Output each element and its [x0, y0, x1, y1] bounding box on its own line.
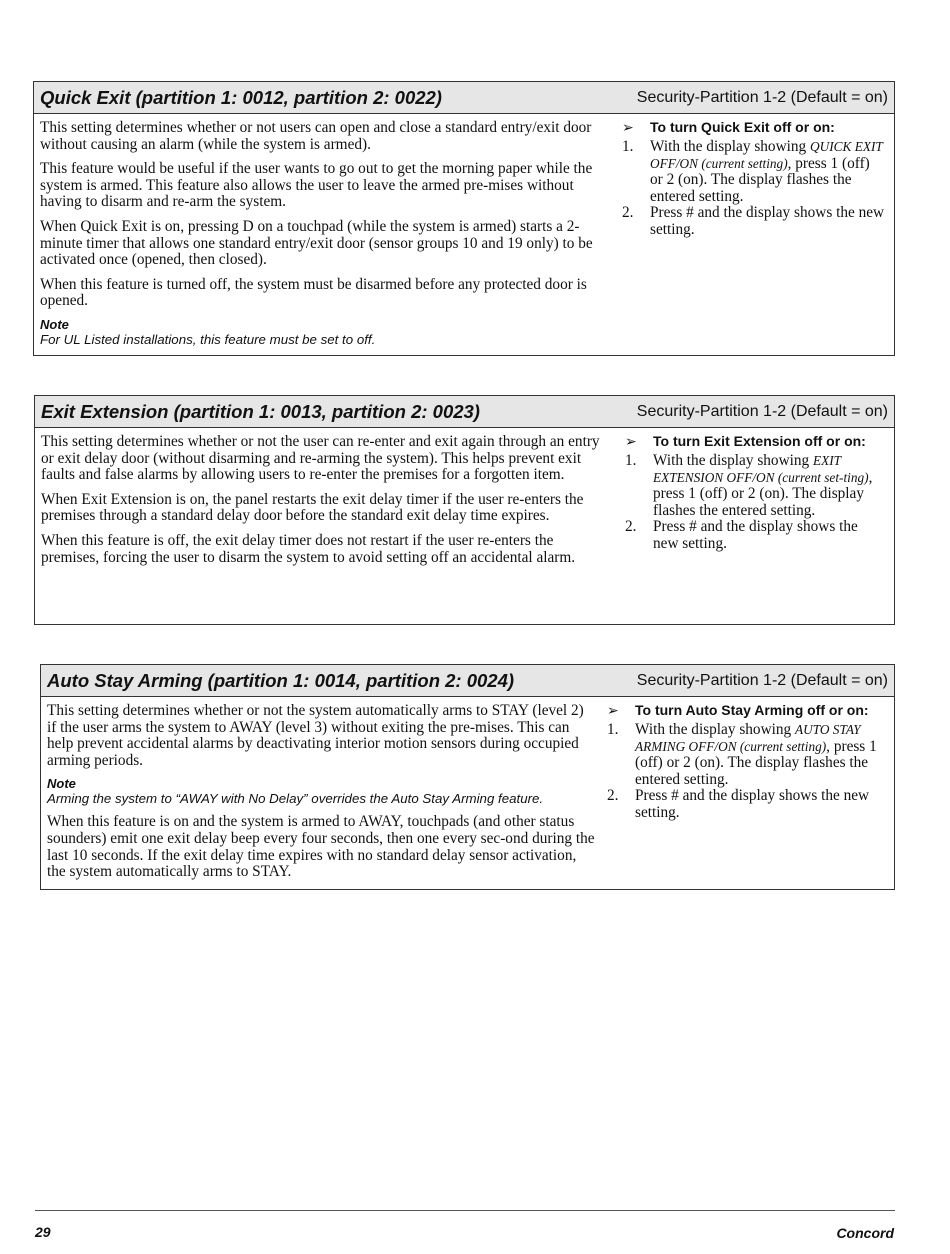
step-1	[622, 139, 886, 205]
step-text: , press 1 (off) or 2 (on). The display flashes the entered setting.	[635, 737, 877, 788]
step-text: , press 1 (off) or 2 (on). The display flashes the entered setting.	[650, 154, 870, 205]
step-text: Press # and the display shows the new setting.	[653, 518, 858, 552]
step-text: Press # and the display shows the new setting.	[635, 787, 870, 821]
note-label: Note	[47, 776, 76, 792]
section-exit-extension	[34, 395, 895, 625]
step-text: With the display showing	[650, 138, 810, 155]
step-1	[625, 453, 886, 519]
arrow-icon: ➢	[607, 702, 619, 718]
note-text: For UL Listed installations, this feature must be set to off.	[40, 331, 376, 347]
step-number: 1.	[607, 721, 619, 738]
footer-divider	[35, 1210, 895, 1211]
section-category: Security-Partition 1-2 (Default = on)	[636, 671, 888, 689]
note-label: Note	[40, 316, 69, 332]
arrow-icon: ➢	[625, 433, 637, 449]
section-header	[34, 82, 894, 114]
display-text: EXIT EXTENSION OFF/ON (current set-ting)	[653, 453, 869, 485]
paragraph: This feature would be useful if the user wants to go out to get the morning paper while the system is armed. This feature also allows the user to leave the armed pre-mises without having to disarm and re-arm the system.	[40, 160, 593, 211]
display-text: AUTO STAY ARMING OFF/ON (current setting)	[635, 722, 861, 754]
note-text: Arming the system to “AWAY with No Delay” overrides the Auto Stay Arming feature.	[47, 791, 544, 807]
steps-heading	[625, 432, 886, 450]
steps-heading	[607, 701, 886, 719]
step-text: Press # and the display shows the new setting.	[650, 204, 885, 238]
section-category: Security-Partition 1-2 (Default = on)	[636, 402, 888, 420]
section-category: Security-Partition 1-2 (Default = on)	[636, 88, 888, 106]
section-header	[35, 396, 894, 428]
steps-heading-text: To turn Quick Exit off or on:	[650, 119, 835, 135]
step-2	[607, 788, 886, 821]
section-auto-stay-arming	[40, 664, 895, 890]
display-text: QUICK EXIT OFF/ON (current setting)	[650, 139, 883, 171]
steps-heading-text: To turn Exit Extension off or on:	[653, 433, 866, 449]
section-title: Quick Exit (partition 1: 0012, partition 2: 0022)	[40, 86, 442, 108]
section-quick-exit	[33, 81, 895, 356]
section-title: Exit Extension (partition 1: 0013, partition 2: 0023)	[41, 400, 480, 422]
page-number: 29	[35, 1224, 51, 1240]
paragraph: When Exit Extension is on, the panel restarts the exit delay timer if the user re-enters the premises through a standard delay door before the standard exit delay time expires.	[41, 490, 584, 525]
section-title: Auto Stay Arming (partition 1: 0014, partition 2: 0024)	[47, 669, 515, 691]
step-number: 1.	[622, 138, 634, 155]
step-1	[607, 722, 886, 788]
paragraph: When this feature is on and the system is armed to AWAY, touchpads (and other status sounders) emit one exit delay beep every four seconds, then one every sec-ond during the last 10 seconds. If the exit delay time expires with no standard delay sensor activation, the system automatically arms to STAY.	[47, 813, 595, 881]
steps-heading-text: To turn Auto Stay Arming off or on:	[635, 702, 869, 718]
step-number: 1.	[625, 452, 637, 469]
step-text: With the display showing	[653, 452, 813, 469]
paragraph: When Quick Exit is on, pressing D on a touchpad (while the system is armed) starts a 2-minute timer that allows one standard entry/exit door (sensor groups 10 and 19 only) to be activated once (opened, then closed).	[40, 217, 593, 269]
section-header	[41, 665, 894, 697]
step-text: , press 1 (off) or 2 (on). The display flashes the entered setting.	[653, 468, 873, 519]
steps-heading	[622, 118, 886, 136]
step-2	[622, 205, 886, 238]
arrow-icon: ➢	[622, 119, 634, 135]
paragraph: This setting determines whether or not users can open and close a standard entry/exit door without causing an alarm (while the system is armed).	[40, 119, 592, 153]
step-number: 2.	[622, 204, 634, 222]
step-number: 2.	[607, 787, 619, 805]
paragraph: When this feature is off, the exit delay timer does not restart if the user re-enters the premises, forcing the user to disarm the system to avoid setting off an accidental alarm.	[41, 531, 576, 566]
step-number: 2.	[625, 518, 637, 536]
step-text: With the display showing	[635, 721, 795, 738]
step-2	[625, 519, 886, 552]
paragraph: This setting determines whether or not the system automatically arms to STAY (level 2) if the user arms the system to AWAY (level 3) without exiting the pre-mises. This can help prevent accidental alarms by deactivating interior motion sensors during occupied arming periods.	[47, 702, 584, 769]
paragraph: This setting determines whether or not the user can re-enter and exit again through an entry or exit delay door (without disarming and re-arming the system). This helps prevent exit faults and false alarms by allowing users to re-enter the premises for a forgotten item.	[41, 433, 600, 484]
paragraph: When this feature is turned off, the system must be disarmed before any protected door is opened.	[40, 275, 587, 310]
footer-brand: Concord	[836, 1225, 894, 1241]
